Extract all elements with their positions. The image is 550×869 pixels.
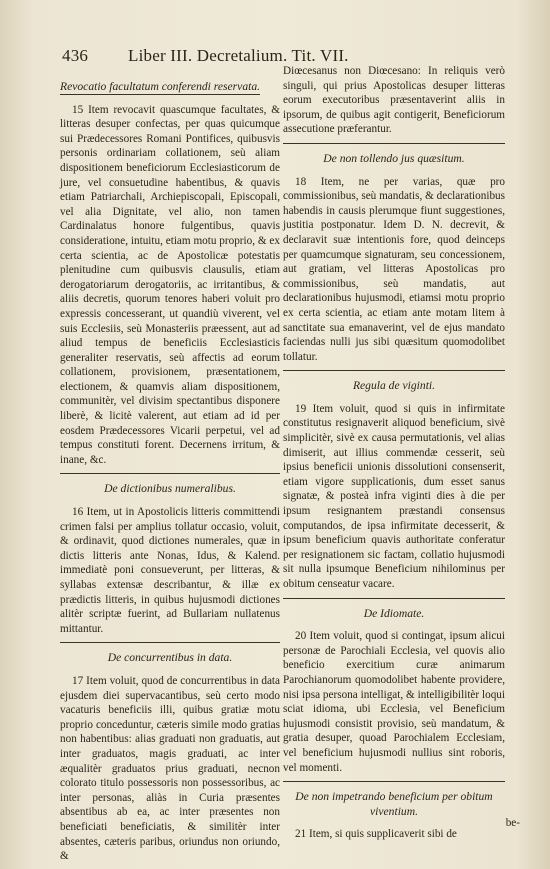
paragraph-19: 19 Item voluit, quod si quis in infirmitate constitutus resignaverit aliquod beneficium, sivè simplicitèr, sivè ex causa permutationis, vel alias dimiserit, aut illius commendæ cesserit, seù ipsius beneficii unionis dissolutioni consenserit, etiam vigore supplicationis, dum esset sanus signatæ, & posteà infra viginti dies à die per ipsum resignantem præstandi consensus computandos, de ipsa infirmitate decesserit, & ipsum beneficium quavis authoritate conferatur per resignationem sic factam, collatio hujusmodi sit nulla ipsumque Beneficium nihilominus per obitum censeatur vacare.	[283, 402, 505, 590]
divider	[283, 781, 505, 782]
paragraph-continued: Diœcesanus non Diœcesano: In reliquis verò singuli, qui prius Apostolicas desuper litteras eorum executoribus præsentaverint aliis in ipsorum, de quibus agit contigerit, Beneficiorum assecutione præferantur.	[283, 65, 505, 136]
page-number: 436	[62, 46, 89, 65]
paragraph-20: 20 Item voluit, quod si contingat, ipsum alicui personæ de Parochiali Ecclesia, vel quovis alio beneficio exercitium curæ animarum Parochianorum quomodolibet habente providere, nisi ipsa persona intelligat, & intelligibilitèr loqui sciat idioma, ubi Ecclesia, vel Beneficium hujusmodi consistit provisio, seù mandatum, & gratia desuper, quoad Parochialem Ecclesiam, vel beneficium hujusmodi nullius sint roboris, vel momenti.	[283, 630, 505, 774]
section-heading: Regula de viginti.	[352, 379, 436, 393]
section-heading: Revocatio facultatum conferendi reservata.	[60, 80, 261, 93]
paragraph-17: 17 Item voluit, quod de concurrentibus in data ejusdem diei supervacantibus, seù certo modo vacaturis beneficiis illi, quibus gratiæ motu proprio conceduntur, cæteris simile modo gratias non habentibus: alias graduati non graduatis, aut inter graduatos, magis graduati, ac inter æqualitèr graduatos prius graduati, necnon colorato titulo possessoris non possessoribus, ac inter personas, aliàs in Curia præsentes absentibus ab ea, ac inter præsentes non beneficiati beneficiatis, & similitèr inter absentes, cæteris paribus, oriundus non oriundo, &	[60, 674, 280, 863]
divider	[60, 473, 280, 474]
divider	[283, 370, 505, 371]
right-column	[283, 64, 505, 848]
paragraph-16: 16 Item, ut in Apostolicis litteris committendi crimen falsi per amplius tollatur occasio, voluit, & ordinavit, quod dictiones numerales, quæ in dictis litteris ante Nonas, Idus, & Kalend. immediatè poni consueverunt, per litteras, & syllabas extensæ describantur, & illæ ex prædictis litteris, in quibus hujusmodi dictiones alitèr scriptæ fuerint, ad Bullariam nullatenus mittantur.	[60, 506, 280, 635]
section-heading: De dictionibus numeralibus.	[104, 482, 236, 496]
section-heading: De non tollendo jus quæsitum.	[323, 151, 465, 165]
section-heading: De non impetrando beneficium per obitum viventium.	[295, 790, 493, 818]
divider	[283, 143, 505, 144]
catchword: be-	[505, 817, 520, 829]
paragraph-18: 18 Item, ne per varias, quæ pro commissionibus, seù mandatis, & declarationibus habendis in causis plerumque fiunt suggestiones, justitia postponatur. Idem D. N. decrevit, & declaravit suæ intentionis fore, quod deinceps per quamcumque signaturam, seu concessionem, aut gratiam, vel litteras Apostolicas pro commissionibus, seù mandatis, aut declarationibus hujusmodi, etiamsi motu proprio ex certa scientia, ac etiam ante motam litem à sanctitate sua emanaverint, vel de ejus mandato faciendas nulli jus sibi quæsitum quomodolibet tollatur.	[283, 175, 505, 363]
section-heading: De concurrentibus in data.	[107, 651, 233, 665]
paragraph-15: 15 Item revocavit quascumque facultates, & litteras desuper confectas, per quas quicumque sui Prædecessores Romani Pontifices, quibusvis personis ordinariam collationem, seù aliam dispositionem beneficiorum Ecclesiasticorum de jure, vel consuetudine habentibus, & quavis etiam Patriarchali, Archiepiscopali, Episcopali, vel alia Dignitate, vel alio, non tamen Cardinalatus honore fulgentibus, quavis consideratione, intuitu, etiam motu proprio, & ex certa scientia, ac de Apostolicæ potestatis plenitudine cum quibusvis clausulis, etiam derogatoriarum derogatoriis, ac irritantibus, & aliis decretis, quorum tenores haberi voluit pro expressis concesserant, ut quandiù viverent, vel suis Ecclesiis, seù Monasteriis præessent, aut ad aliud tempus de beneficiis Ecclesiasticis generaliter reservatis, seù affectis ad eorum collationem, provisionem, præsentationem, electionem, & quamvis aliam dispositionem, communitèr, vel divisim spectantibus disponere liberè, & licitè valerent, aut etiam ad id per eosdem Prædecessores Vicarii perpetui, vel ad tempus constituti forent. Decernens irritum, & inane, &c.	[60, 103, 280, 466]
left-column	[60, 76, 280, 869]
running-head: Liber III. Decretalium. Tit. VII.	[128, 46, 349, 65]
divider	[283, 598, 505, 599]
divider	[60, 642, 280, 643]
section-heading: De Idiomate.	[363, 606, 425, 620]
paragraph-21: 21 Item, si quis supplicaverit sibi de	[295, 828, 457, 841]
